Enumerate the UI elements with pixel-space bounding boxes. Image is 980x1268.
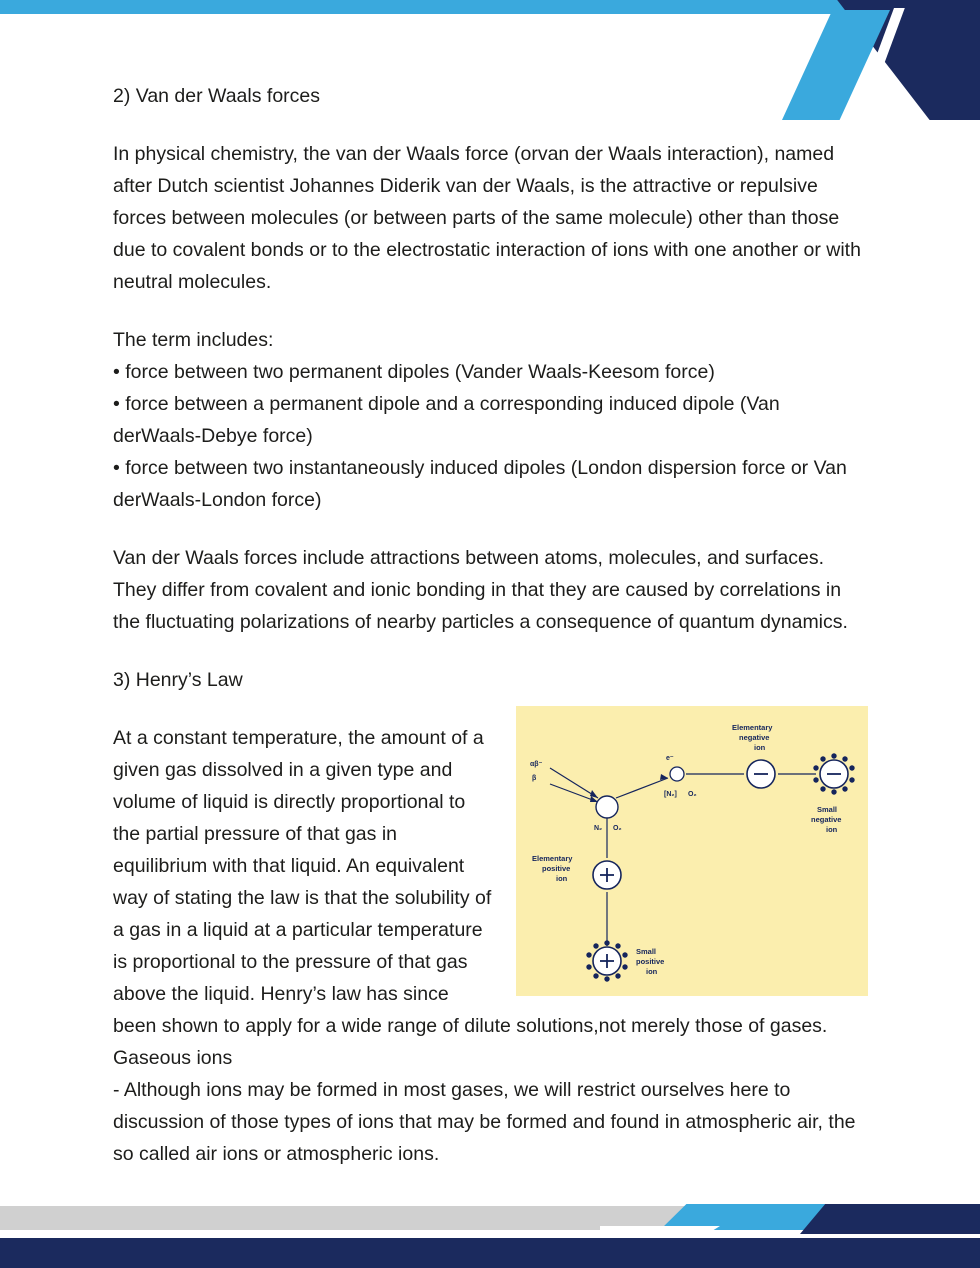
elementary-positive-ion-circle bbox=[593, 861, 621, 889]
section-3-body-paragraph: At a constant temperature, the amount of a given gas dissolved in a given type and volume of liquid is directly proportional to the partial pressure of that gas in equilibrium with that liquid. An equivalent way of stating the law is that the solubility of a gas in a liquid at a particular temperature is proportional to the pressure of that gas above the liquid. Henry’s law has since been shown to apply for a wide range of dilute solutions,not merely those of gases. Gaseous ions bbox=[113, 727, 828, 1069]
label-elementary-positive-ion-line3: ion bbox=[556, 874, 568, 883]
bullet-item-1: • force between two permanent dipoles (Vander Waals-Keesom force) bbox=[113, 361, 715, 383]
figure-svg bbox=[516, 706, 868, 996]
label-elementary-positive-ion-line2: positive bbox=[542, 864, 571, 873]
label-beta: β bbox=[532, 775, 537, 782]
section-2-intro-paragraph: In physical chemistry, the van der Waals force (orvan der Waals interaction), named after Dutch scientist Johannes Diderik van der Waals, is the attractive or repulsive forces between molecules (or between parts of the same molecule) other than those due to covalent bonds or to the electrostatic interaction of ions with one another or with neutral molecules. bbox=[113, 143, 861, 293]
label-o2-right: O₂ bbox=[688, 791, 697, 798]
label-alpha-beta: αβ⁻ bbox=[530, 761, 543, 768]
section-2-closing-paragraph: Van der Waals forces include attractions between atoms, molecules, and surfaces. They differ from covalent and ionic bonding in that they are caused by correlations in the fluctuating polarizations of nearby particles a consequence of quantum dynamics. bbox=[113, 547, 848, 633]
label-elementary-positive-ion-line1: Elementary bbox=[532, 854, 573, 863]
bullet-item-2: • force between a permanent dipole and a corresponding induced dipole (Van derWaals-Debye force) bbox=[113, 393, 780, 447]
air-ion-formation-figure bbox=[516, 706, 868, 996]
navy-bottom-bar bbox=[0, 1238, 980, 1268]
label-small-positive-ion-line2: positive bbox=[636, 957, 665, 966]
section-2-heading: 2) Van der Waals forces bbox=[113, 85, 320, 107]
label-o2: O₂ bbox=[613, 825, 622, 832]
bullet-item-3: • force between two instantaneously induced dipoles (London dispersion force or Van derWaals-London force) bbox=[113, 457, 847, 511]
label-small-positive-ion-line1: Small bbox=[636, 947, 657, 956]
central-molecule-circle bbox=[596, 796, 618, 818]
electron-circle bbox=[670, 767, 684, 781]
label-elementary-negative-ion-line1: Elementary bbox=[732, 723, 773, 732]
label-elementary-negative-ion-line3: ion bbox=[754, 743, 766, 752]
navy-bottom-right-shape bbox=[800, 1204, 980, 1234]
document-body bbox=[113, 80, 868, 1196]
small-positive-ion-cluster bbox=[586, 940, 627, 981]
van-der-waals-bullet-list bbox=[113, 356, 868, 516]
label-small-negative-ion-line3: ion bbox=[826, 825, 838, 834]
label-small-negative-ion-line1: Small bbox=[817, 805, 838, 814]
label-electron: e⁻ bbox=[666, 755, 674, 762]
bottom-decoration bbox=[0, 1196, 980, 1268]
label-n2: N₂ bbox=[594, 825, 603, 832]
label-n2-bracket: [N₂] bbox=[664, 791, 677, 798]
section-3-heading: 3) Henry’s Law bbox=[113, 669, 243, 691]
small-negative-ion-cluster bbox=[813, 753, 854, 794]
label-small-positive-ion-line3: ion bbox=[646, 967, 658, 976]
label-elementary-negative-ion-line2: negative bbox=[739, 733, 770, 742]
white-notch-shape bbox=[600, 1226, 720, 1238]
section-3-body-paragraph-2: - Although ions may be formed in most gases, we will restrict ourselves here to discussion of those types of ions that may be formed and found in atmospheric air, the so called air ions or atmospheric ions. bbox=[113, 1079, 856, 1165]
term-includes-label: The term includes: bbox=[113, 329, 274, 351]
label-small-negative-ion-line2: negative bbox=[811, 815, 842, 824]
